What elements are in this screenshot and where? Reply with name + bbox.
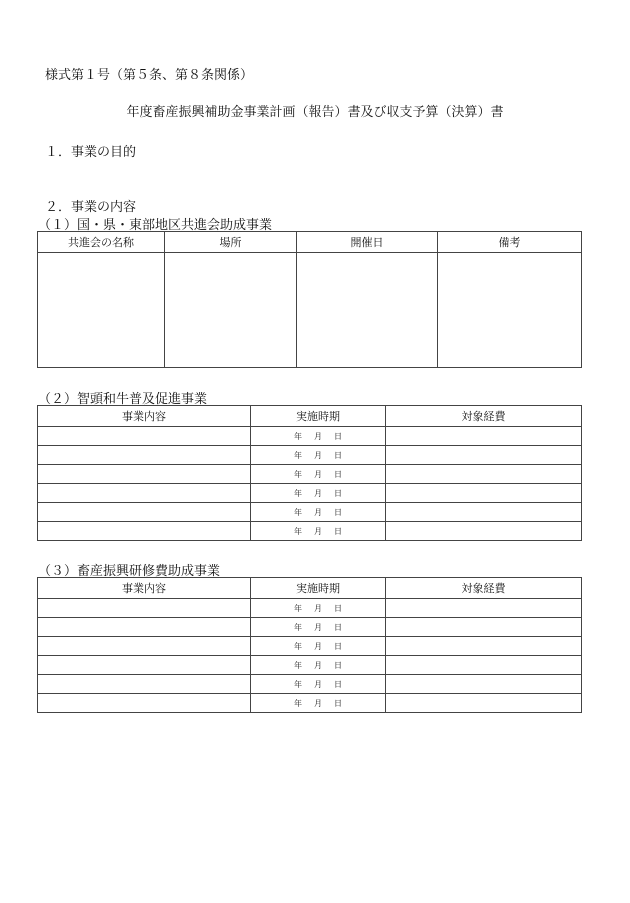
cell-expense[interactable] [386, 522, 582, 541]
month-label: 月 [314, 698, 322, 708]
cell-content[interactable] [38, 446, 251, 465]
table1-heading: （１）国・県・東部地区共進会助成事業 [38, 218, 273, 233]
cell-period[interactable] [251, 465, 386, 484]
header-period: 実施時期 [251, 406, 386, 427]
cell-period[interactable] [251, 618, 386, 637]
day-label: 日 [334, 431, 342, 441]
table-row [38, 599, 582, 618]
table-row [38, 675, 582, 694]
month-label: 月 [314, 622, 322, 632]
year-label: 年 [294, 526, 302, 536]
cell-expense[interactable] [386, 484, 582, 503]
day-label: 日 [334, 660, 342, 670]
cell-content[interactable] [38, 637, 251, 656]
month-label: 月 [314, 488, 322, 498]
month-label: 月 [314, 431, 322, 441]
table2-heading: （２）智頭和牛普及促進事業 [38, 392, 208, 407]
day-label: 日 [334, 450, 342, 460]
table-row [38, 656, 582, 675]
year-label: 年 [294, 431, 302, 441]
cell-expense[interactable] [386, 675, 582, 694]
year-label: 年 [294, 469, 302, 479]
year-label: 年 [294, 698, 302, 708]
cell-expense[interactable] [386, 427, 582, 446]
year-label: 年 [294, 450, 302, 460]
cell-content[interactable] [38, 675, 251, 694]
month-label: 月 [314, 526, 322, 536]
day-label: 日 [334, 507, 342, 517]
cell-period[interactable] [251, 599, 386, 618]
day-label: 日 [334, 603, 342, 613]
cell-remarks[interactable] [438, 253, 582, 368]
table3-heading: （３）畜産振興研修費助成事業 [38, 564, 221, 579]
table-row [38, 503, 582, 522]
year-label: 年 [294, 488, 302, 498]
month-label: 月 [314, 469, 322, 479]
day-label: 日 [334, 622, 342, 632]
header-expense: 対象経費 [386, 578, 582, 599]
table-row [38, 465, 582, 484]
year-label: 年 [294, 603, 302, 613]
form-number: 様式第１号（第５条、第８条関係） [45, 68, 254, 83]
cell-place[interactable] [165, 253, 297, 368]
day-label: 日 [334, 526, 342, 536]
year-label: 年 [294, 660, 302, 670]
month-label: 月 [314, 660, 322, 670]
cell-period[interactable] [251, 637, 386, 656]
header-content: 事業内容 [38, 578, 251, 599]
header-content: 事業内容 [38, 406, 251, 427]
header-period: 実施時期 [251, 578, 386, 599]
cell-period[interactable] [251, 522, 386, 541]
cell-expense[interactable] [386, 637, 582, 656]
training-table [37, 577, 582, 713]
cell-content[interactable] [38, 694, 251, 713]
header-place: 場所 [165, 232, 297, 253]
header-name: 共進会の名称 [38, 232, 165, 253]
cell-expense[interactable] [386, 694, 582, 713]
day-label: 日 [334, 641, 342, 651]
cell-expense[interactable] [386, 446, 582, 465]
document-title: 年度畜産振興補助金事業計画（報告）書及び収支予算（決算）書 [126, 105, 504, 120]
year-label: 年 [294, 622, 302, 632]
cell-content[interactable] [38, 618, 251, 637]
month-label: 月 [314, 507, 322, 517]
section-purpose: １．事業の目的 [45, 145, 137, 160]
cell-expense[interactable] [386, 465, 582, 484]
cell-content[interactable] [38, 484, 251, 503]
table-row [38, 253, 582, 368]
table-row [38, 427, 582, 446]
month-label: 月 [314, 641, 322, 651]
table-row [38, 618, 582, 637]
table-row [38, 694, 582, 713]
day-label: 日 [334, 698, 342, 708]
wagyu-promotion-table [37, 405, 582, 541]
day-label: 日 [334, 488, 342, 498]
month-label: 月 [314, 679, 322, 689]
cell-expense[interactable] [386, 599, 582, 618]
cell-content[interactable] [38, 465, 251, 484]
table-row [38, 637, 582, 656]
table-row [38, 522, 582, 541]
cell-expense[interactable] [386, 656, 582, 675]
cell-period[interactable] [251, 446, 386, 465]
year-label: 年 [294, 679, 302, 689]
cell-period[interactable] [251, 503, 386, 522]
section-content: ２．事業の内容 [45, 200, 137, 215]
cell-expense[interactable] [386, 618, 582, 637]
month-label: 月 [314, 450, 322, 460]
cell-period[interactable] [251, 656, 386, 675]
cell-content[interactable] [38, 427, 251, 446]
cell-content[interactable] [38, 522, 251, 541]
header-remarks: 備考 [438, 232, 582, 253]
cell-period[interactable] [251, 484, 386, 503]
cell-period[interactable] [251, 675, 386, 694]
day-label: 日 [334, 679, 342, 689]
cell-name[interactable] [38, 253, 165, 368]
cell-period[interactable] [251, 694, 386, 713]
table-row [38, 484, 582, 503]
month-label: 月 [314, 603, 322, 613]
header-date: 開催日 [297, 232, 438, 253]
cell-date[interactable] [297, 253, 438, 368]
competition-table [37, 231, 582, 368]
cell-expense[interactable] [386, 503, 582, 522]
year-label: 年 [294, 641, 302, 651]
year-label: 年 [294, 507, 302, 517]
cell-content[interactable] [38, 656, 251, 675]
day-label: 日 [334, 469, 342, 479]
cell-content[interactable] [38, 503, 251, 522]
cell-period[interactable] [251, 427, 386, 446]
cell-content[interactable] [38, 599, 251, 618]
header-expense: 対象経費 [386, 406, 582, 427]
table-row [38, 446, 582, 465]
